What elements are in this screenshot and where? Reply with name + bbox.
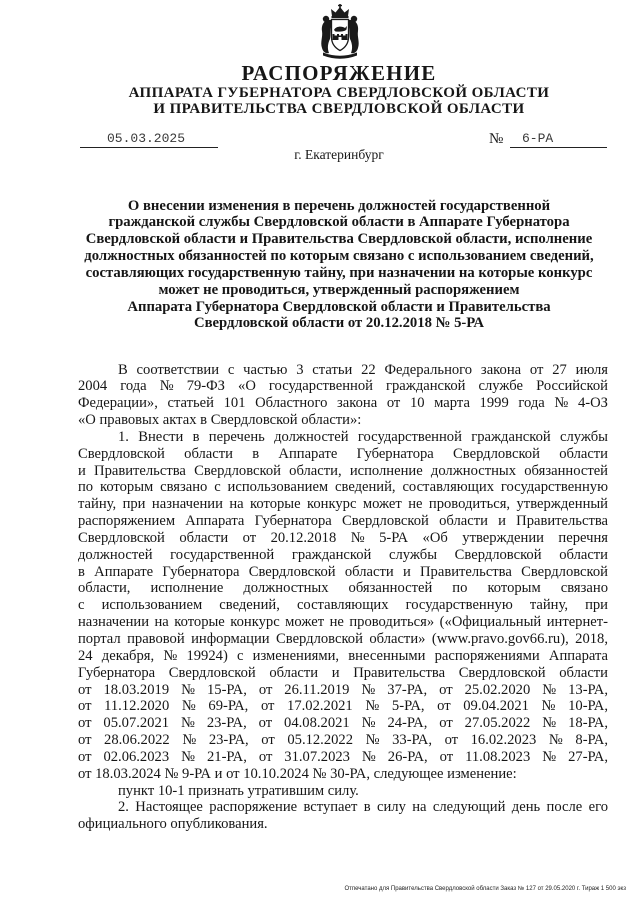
body-line: от 18.03.2024 № 9-РА и от 10.10.2024 № 30-РА, следующее изменение: bbox=[78, 765, 517, 782]
document-type-title: РАСПОРЯЖЕНИЕ bbox=[241, 61, 437, 85]
body-line: пункт 10-1 признать утратившим силу. bbox=[118, 782, 359, 799]
body-paragraph bbox=[78, 783, 608, 800]
body-line: Свердловской области от 20.12.2018 № 5-РА «Об утверждении перечня bbox=[78, 529, 608, 546]
document-title bbox=[74, 198, 604, 333]
body-line: 1. Внести в перечень должностей государственной гражданской службы bbox=[118, 428, 608, 445]
document-title-line: гражданской службы Свердловской области в Аппарате Губернатора bbox=[108, 214, 570, 231]
body-line: и Правительства Свердловской области, исполнение должностных обязанностей bbox=[78, 462, 608, 479]
body-line: от 18.03.2019 № 15-РА, от 26.11.2019 № 37-РА, от 25.02.2020 № 13-РА, bbox=[78, 681, 608, 698]
body-line: 24 декабря, № 19924) с изменениями, внесенными распоряжениями Аппарата bbox=[78, 647, 608, 664]
body-paragraph bbox=[78, 362, 608, 429]
body-line: Федерации», статьей 101 Областного закона от 10 марта 1999 года № 4-ОЗ bbox=[78, 395, 608, 412]
body-line: 2004 года № 79-ФЗ «О государственной гражданской службе Российской bbox=[78, 378, 608, 395]
body-line: назначении на которые конкурс может не проводиться» («Официальный интернет- bbox=[78, 614, 608, 631]
body-line: от 02.06.2023 № 21-РА, от 31.07.2023 № 26-РА, от 11.08.2023 № 27-РА, bbox=[78, 748, 608, 765]
issuer-line-2: И ПРАВИТЕЛЬСТВА СВЕРДЛОВСКОЙ ОБЛАСТИ bbox=[153, 101, 525, 117]
body-line: по которым связано с использованием сведений, составляющих государственную bbox=[78, 479, 608, 496]
print-imprint: Отпечатано для Правительства Свердловской области Заказ № 127 от 29.05.2020 г. Тираж 1 500 экз bbox=[344, 886, 626, 892]
body-line: от 28.06.2022 № 23-РА, от 05.12.2022 № 33-РА, от 16.02.2023 № 8-РА, bbox=[78, 732, 608, 749]
document-title-line: Аппарата Губернатора Свердловской области и Правительства bbox=[127, 298, 551, 315]
coat-of-arms-icon bbox=[316, 4, 364, 62]
body-line: должностей государственной гражданской службы Свердловской области bbox=[78, 546, 608, 563]
document-title-line: составляющих государственную тайну, при назначении на которые конкурс bbox=[85, 264, 593, 281]
body-line: портал правовой информации Свердловской области» (www.pravo.gov66.ru), 2018, bbox=[78, 631, 608, 647]
date-value: 05.03.2025 bbox=[107, 131, 186, 146]
body-line: распоряжением Аппарата Губернатора Свердловской области и Правительства bbox=[78, 513, 608, 530]
date-field bbox=[80, 131, 218, 148]
body-line: от 11.12.2020 № 69-РА, от 17.02.2021 № 5-РА, от 09.04.2021 № 10-РА, bbox=[78, 698, 608, 715]
body-line: с использованием сведений, составляющих государственную тайну, при bbox=[78, 597, 608, 614]
body-line: тайну, при назначении на которые конкурс может не проводиться, утвержденный bbox=[78, 496, 608, 513]
issuer-line-1: АППАРАТА ГУБЕРНАТОРА СВЕРДЛОВСКОЙ ОБЛАСТИ bbox=[128, 85, 550, 101]
body-line: Губернатора Свердловской области и Правительства Свердловской области bbox=[78, 664, 608, 681]
document-title-line: должностных обязанностей по которым связано с использованием сведений, bbox=[84, 248, 594, 265]
number-field bbox=[510, 131, 607, 148]
number-value: 6-РА bbox=[522, 131, 554, 146]
body-line: Свердловской области в Аппарате Губернатора Свердловской области bbox=[78, 445, 608, 462]
body-line: области, исполнение должностных обязанностей по которым связано bbox=[78, 580, 608, 597]
body-line: от 05.07.2021 № 23-РА, от 04.08.2021 № 24-РА, от 27.05.2022 № 18-РА, bbox=[78, 715, 608, 732]
body-line: 2. Настоящее распоряжение вступает в силу на следующий день после его bbox=[118, 799, 608, 816]
body-line: в Аппарате Губернатора Свердловской области и Правительства Свердловской bbox=[78, 563, 608, 580]
body-paragraph bbox=[78, 799, 608, 833]
document-title-line: Свердловской области от 20.12.2018 № 5-РА bbox=[194, 315, 484, 332]
body-paragraph bbox=[78, 429, 608, 783]
document-title-line: может не проводиться, утвержденный распоряжением bbox=[158, 281, 520, 298]
document-body bbox=[78, 362, 608, 834]
number-sign: № bbox=[489, 131, 504, 147]
body-line: В соответствии с частью 3 статьи 22 Федерального закона от 27 июля bbox=[118, 361, 608, 378]
city-label: г. Екатеринбург bbox=[294, 147, 384, 162]
document-title-line: О внесении изменения в перечень должностей государственной bbox=[127, 197, 551, 214]
document-title-line: Свердловской области и Правительства Свердловской области, исполнение bbox=[85, 231, 593, 248]
body-line: официального опубликования. bbox=[78, 816, 268, 833]
body-line: «О правовых актах в Свердловской области»: bbox=[78, 412, 362, 429]
